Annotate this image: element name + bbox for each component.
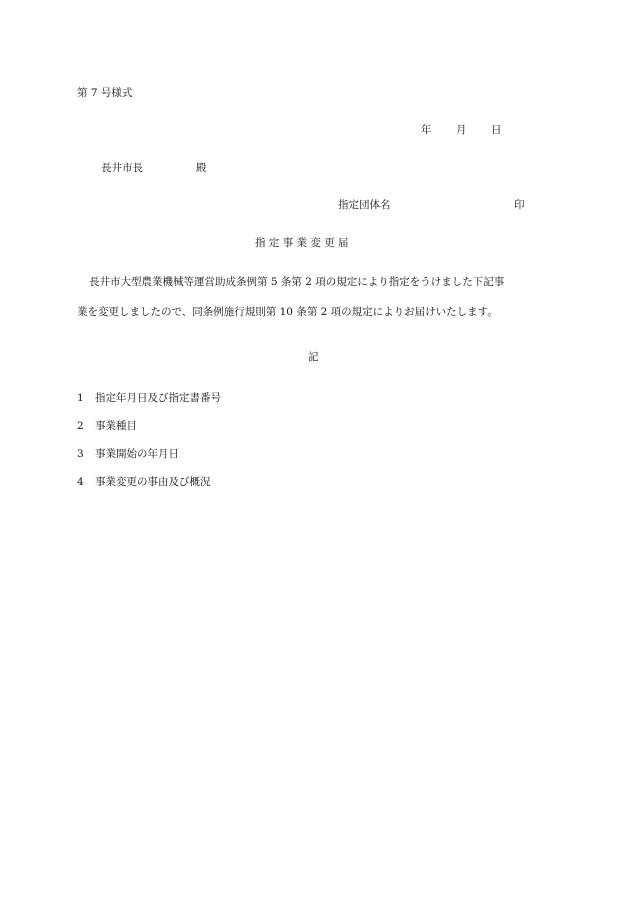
list-item: 事業種目 bbox=[95, 420, 137, 432]
list-item: 指定年月日及び指定書番号 bbox=[95, 392, 221, 404]
date-month-label: 月 bbox=[456, 124, 467, 136]
document-title: 指 定 事 業 変 更 届 bbox=[255, 237, 349, 249]
list-item-number: 4 bbox=[77, 476, 84, 488]
seal-mark: 印 bbox=[514, 199, 525, 211]
list-item: 事業開始の年月日 bbox=[95, 448, 179, 460]
date-day-label: 日 bbox=[491, 124, 502, 136]
form-number: 第 7 号様式 bbox=[77, 87, 133, 99]
list-item-number: 2 bbox=[77, 420, 84, 432]
addressee-honorific: 殿 bbox=[196, 162, 207, 174]
date-year-label: 年 bbox=[421, 124, 432, 136]
applicant-label: 指定団体名 bbox=[338, 199, 391, 211]
body-line: 業を変更しましたので、同条例施行規則第 10 条第 2 項の規定によりお届けいたします。 bbox=[77, 306, 498, 318]
list-item-number: 1 bbox=[77, 392, 84, 404]
addressee-name: 長井市長 bbox=[101, 162, 143, 174]
list-item-number: 3 bbox=[77, 448, 84, 460]
ki-heading: 記 bbox=[308, 351, 319, 363]
list-item: 事業変更の事由及び概況 bbox=[95, 476, 211, 488]
body-line: 長井市大型農業機械等運営助成条例第 5 条第 2 項の規定により指定をうけました下記事 bbox=[89, 276, 505, 288]
